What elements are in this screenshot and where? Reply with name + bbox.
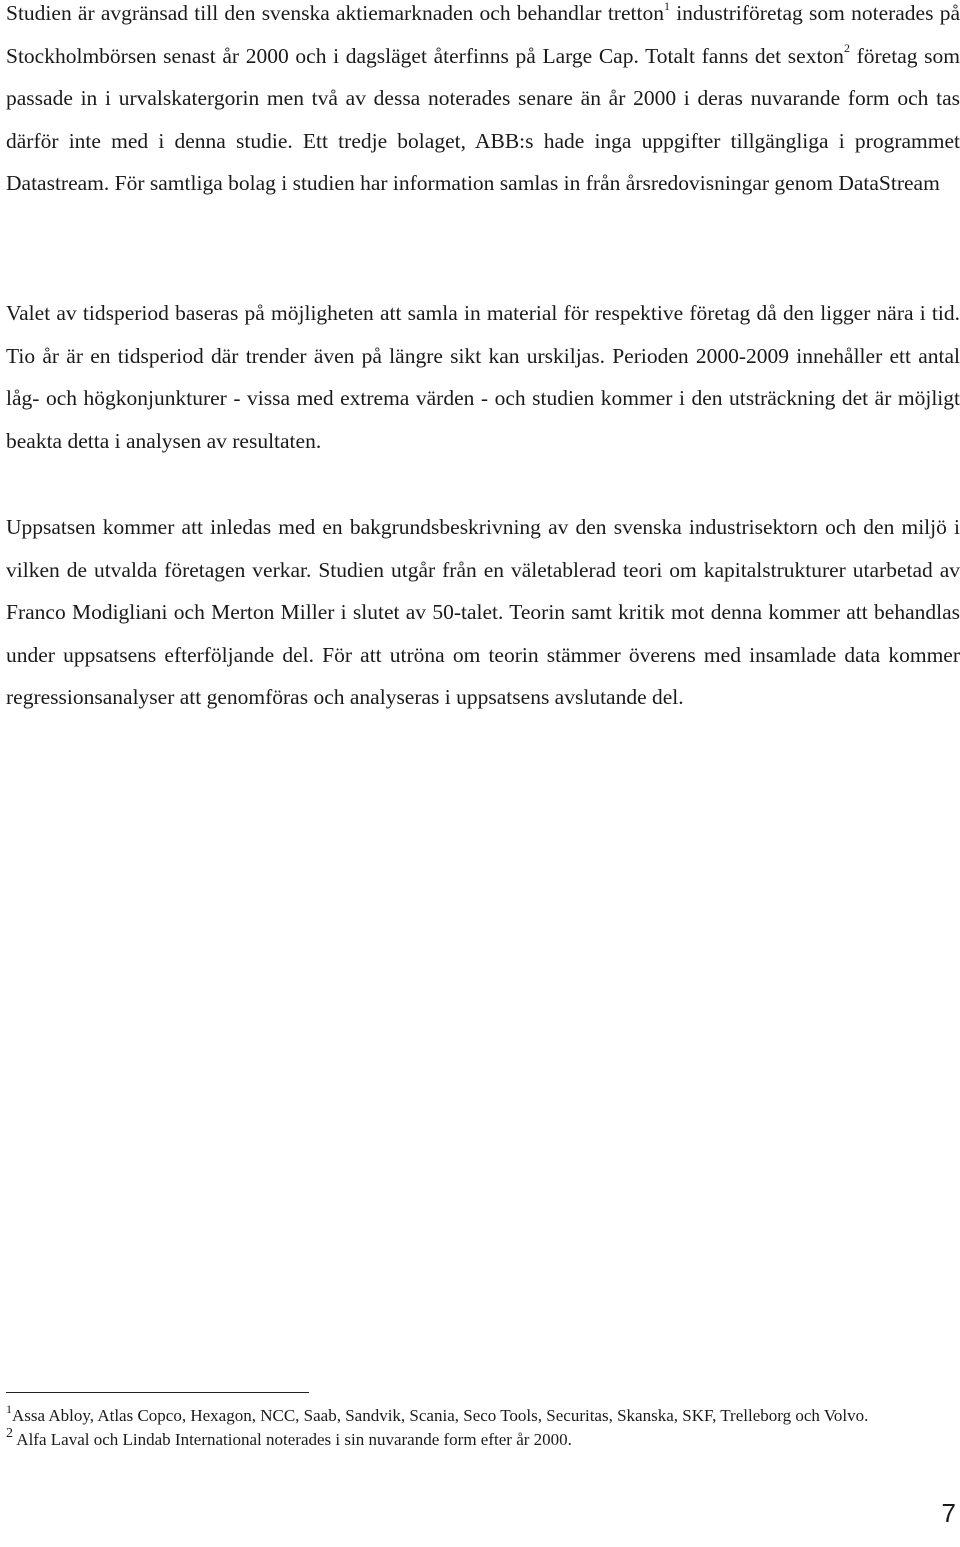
paragraph-scope (6, 0, 960, 205)
paragraph-scope-text-a: Studien är avgränsad till den svenska aktiemarknaden och behandlar tretton (6, 1, 664, 25)
footnote-separator (6, 1392, 309, 1393)
paragraph-outline: Uppsatsen kommer att inledas med en bakgrundsbeskrivning av den svenska industrisektorn och den miljö i vilken de utvalda företagen verkar. Studien utgår från en väletablerad teori om kapitalstrukturer utarbetad av Franco Modigliani och Merton Miller i slutet av 50-talet. Teorin samt kritik mot denna kommer att behandlas under uppsatsens efterföljande del. För att utröna om teorin stämmer överens med insamlade data kommer regressionsanalyser att genomföras och analyseras i uppsatsens avslutande del. (6, 515, 960, 710)
paragraph-time-period: Valet av tidsperiod baseras på möjligheten att samla in material för respektive företag då den ligger nära i tid. Tio år är en tidsperiod där trender även på längre sikt kan urskiljas. Perioden 2000-2009 innehåller ett antal låg- och högkonjunkturer - vissa med extrema värden - och studien kommer i den utsträckning det är möjligt beakta detta i analysen av resultaten. (6, 301, 960, 453)
footnote-2-text: Alfa Laval och Lindab International noterades i sin nuvarande form efter år 2000. (13, 1430, 572, 1449)
paragraph-scope-text-b: industriföretag som noterades på Stockholmbörsen senast år 2000 och i dagsläget återfinns på Large Cap. Totalt fanns det sexton (6, 1, 960, 68)
footnote-1 (6, 1404, 946, 1428)
paragraph-scope-text-c: företag som passade in i urvalskatergorin men två av dessa noterades senare än år 2000 i deras nuvarande form och tas därför inte med i denna studie. Ett tredje bolaget, ABB:s hade inga uppgifter tillgängliga i programmet Datastream. För samtliga bolag i studien har information samlas in från årsredovisningar genom DataStream (6, 43, 960, 196)
page-number: 7 (941, 1498, 956, 1528)
footnote-1-marker: 1 (6, 1402, 12, 1417)
footnote-ref-2: 2 (843, 41, 850, 56)
footnote-2 (6, 1428, 946, 1452)
footnote-2-marker: 2 (6, 1426, 13, 1442)
footnote-ref-1: 1 (663, 0, 670, 13)
footnotes (6, 1404, 946, 1452)
footnote-1-text: Assa Abloy, Atlas Copco, Hexagon, NCC, Saab, Sandvik, Scania, Seco Tools, Securitas, Skanska, SKF, Trelleborg och Volvo. (12, 1406, 869, 1425)
